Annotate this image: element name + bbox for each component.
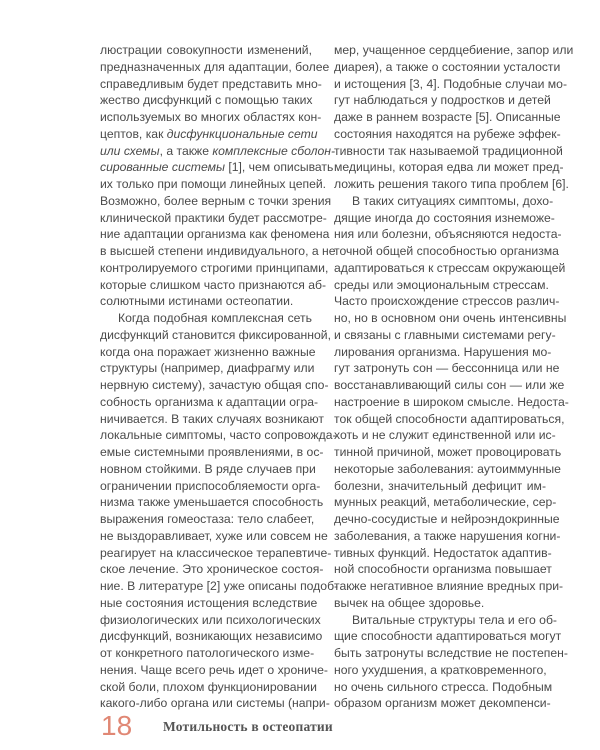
text-segment: также негативное влияние вредных при- [334, 579, 564, 593]
text-line [334, 92, 551, 109]
text-line [100, 76, 322, 93]
text-segment: дящие иногда до состояния изнеможе- [334, 210, 555, 225]
text-line [334, 59, 561, 76]
text-line [100, 494, 324, 511]
text-segment: среды или эмоциональным стрессам. [334, 277, 549, 292]
text-segment: используемых во многих областях кон- [100, 110, 322, 124]
text-line [334, 360, 560, 377]
text-segment: когда она поражает жизненно важные [100, 344, 316, 359]
text-line [100, 293, 312, 310]
text-segment: цептов, как [100, 126, 167, 141]
text-line [100, 561, 324, 578]
text-line [334, 377, 565, 394]
text-line [334, 411, 565, 428]
text-segment: болезни, значительный дефицит им- [334, 478, 546, 493]
text-line [100, 645, 315, 662]
text-line [334, 427, 556, 444]
text-segment: собность организма к адаптации огра- [100, 394, 319, 409]
text-segment: ничивается. В таких случаях возникают [100, 411, 324, 426]
text-line [334, 528, 561, 545]
italic-term: дисфункциональные сети [166, 126, 318, 141]
page-number: 18 [101, 710, 133, 741]
text-line [334, 679, 553, 696]
text-line [100, 59, 330, 76]
text-line [334, 561, 552, 578]
text-segment: контролируемого строгими принципами, [100, 260, 329, 275]
text-segment: выражения гомеостаза: тело слабеет, [100, 512, 315, 526]
text-line [100, 461, 316, 478]
text-segment: но, но в основном они очень интенсивны [334, 311, 567, 325]
text-segment: , а также [159, 143, 213, 158]
text-segment: ния или болезни, объясняются недоста- [334, 227, 562, 242]
text-segment: Витальные структуры тела и его об- [352, 612, 557, 627]
text-segment: тивных функций. Недостаток адаптив- [334, 545, 552, 560]
text-segment: ограничении приспособляемости орга- [100, 478, 321, 493]
text-line [100, 193, 332, 210]
text-line [100, 277, 327, 294]
italic-term: или схемы [100, 143, 160, 158]
text-line [100, 478, 321, 495]
text-line [100, 109, 322, 126]
text-line [100, 210, 327, 227]
text-segment: гут наблюдаться у подростков и детей [334, 93, 551, 108]
text-segment: в высшей степени индивидуального, а не [100, 244, 336, 258]
text-line [334, 243, 559, 260]
text-segment: заболевания, а также нарушения когни- [334, 528, 561, 543]
text-segment: ток общей способности адаптироваться, [334, 411, 565, 426]
text-segment: от конкретного патологического изме- [100, 646, 315, 660]
text-segment: солютными истинами остеопатии. [100, 294, 294, 309]
text-line [334, 545, 552, 562]
text-segment: Возможно, более верным с точки зрения [100, 193, 332, 208]
text-segment: жество дисфункций с помощью таких [100, 93, 313, 108]
text-line [100, 243, 336, 260]
text-line [100, 310, 312, 327]
text-line [334, 293, 560, 310]
text-segment: какого-либо органа или системы (напри- [100, 696, 330, 711]
text-segment: справедливым будет представить мно- [100, 76, 322, 91]
text-line [334, 645, 568, 662]
text-segment: тивности так называемой традиционной [334, 143, 563, 158]
text-line [334, 394, 569, 411]
text-segment: дечно-сосудистые и нейроэндокринные [334, 512, 560, 526]
text-segment: физиологических или психологических [100, 612, 321, 627]
text-line [100, 595, 318, 612]
text-line [334, 628, 562, 645]
text-segment: быть затронуты вследствие не постепен- [334, 646, 568, 660]
text-segment: ного ухудшения, а кратковременного, [334, 662, 547, 677]
text-line [100, 327, 331, 344]
text-line [334, 159, 564, 176]
text-line [334, 226, 562, 243]
text-line [100, 612, 321, 629]
text-line [334, 494, 557, 511]
text-segment: состояния находятся на рубеже эффек- [334, 126, 561, 141]
text-line [334, 511, 560, 528]
text-segment: и истощения [3, 4]. Подобные случаи мо- [334, 76, 568, 91]
text-segment: вычек на общее здоровье. [334, 595, 485, 610]
text-segment: клинической практики будет рассмотре- [100, 210, 327, 225]
text-line [334, 310, 567, 327]
text-segment: которые слишком часто признаются аб- [100, 277, 327, 292]
text-segment: [1], чем описывать [224, 160, 334, 175]
text-segment: даже в раннем возрасте [5]. Описанные [334, 110, 561, 124]
text-line [334, 695, 551, 712]
text-segment: медицины, которая едва ли может пред- [334, 160, 564, 175]
text-line [100, 578, 339, 595]
text-line [334, 612, 557, 629]
text-column-left [100, 42, 339, 712]
text-line [100, 92, 312, 109]
text-line [334, 126, 561, 143]
text-segment: В таких ситуациях симптомы, дохо- [352, 193, 554, 208]
text-segment: ское лечение. Это хроническое состоя- [100, 562, 324, 577]
text-line [100, 679, 317, 696]
text-line [100, 545, 332, 562]
text-segment: нения. Чаще всего речь идет о хрониче- [100, 662, 328, 677]
text-line [334, 260, 566, 277]
text-segment: Часто происхождение стрессов различ- [334, 294, 560, 309]
text-line [100, 344, 316, 361]
text-segment: ложить решения такого типа проблем [6]. [334, 177, 569, 191]
text-segment: точной общей способностью организма [334, 244, 559, 258]
text-line [100, 427, 337, 444]
text-segment: ные состояния истощения вследствие [100, 595, 318, 610]
text-segment: восстанавливающий силы сон — или же [334, 378, 565, 392]
text-segment: локальные симптомы, часто сопровожда- [100, 428, 337, 443]
text-segment: дисфункций становится фиксированной, [100, 327, 331, 342]
text-line [334, 461, 561, 478]
text-segment: структуры (например, диафрагму или [100, 361, 315, 376]
text-segment: реагирует на классическое терапевтиче- [100, 545, 332, 560]
text-segment: их только при помощи линейных цепей. [100, 177, 327, 191]
italic-term: сированные системы [100, 160, 225, 175]
text-segment: настроение в широком смысле. Недоста- [334, 394, 569, 409]
text-segment: образом организм может декомпенси- [334, 696, 551, 711]
text-line [334, 662, 546, 679]
text-line [100, 662, 328, 679]
text-segment: тинной причиной, может провоцировать [334, 445, 562, 459]
text-segment: щие способности адаптироваться могут [334, 629, 562, 644]
text-segment: ние. В литературе [2] уже описаны подоб- [100, 579, 339, 593]
text-segment: некоторые заболевания: аутоиммунные [334, 461, 561, 476]
text-line [100, 260, 329, 277]
text-segment: и связаны с главными системами регу- [334, 327, 556, 342]
text-line [100, 411, 324, 428]
text-segment: нервную систему), зачастую общая спо- [100, 378, 329, 392]
text-line [334, 595, 546, 612]
text-line [334, 109, 561, 126]
text-line [334, 176, 569, 193]
italic-term: комплексные сболон- [212, 143, 336, 158]
text-segment: новном стойкими. В ряде случаев при [100, 461, 316, 476]
text-segment: мунных реакций, метаболические, сер- [334, 495, 557, 510]
text-line [100, 628, 323, 645]
text-line [100, 360, 315, 377]
text-segment: дисфункций, возникающих независимо [100, 629, 323, 644]
text-line [100, 176, 327, 193]
text-segment: ной способности организма повышает [334, 562, 552, 577]
text-line [100, 159, 334, 176]
text-line [100, 444, 324, 461]
text-line [334, 76, 568, 93]
text-line [334, 42, 574, 59]
text-line [334, 344, 552, 361]
running-title: Мотильность в остеопатии [163, 719, 333, 734]
text-segment: гут затронуть сон — бессонница или не [334, 361, 560, 376]
text-line [100, 528, 328, 545]
text-segment: хоть и не служит единственной или ис- [334, 428, 556, 443]
text-line [334, 193, 554, 210]
text-segment: не выздоравливает, хуже или совсем не [100, 528, 328, 543]
text-segment: Когда подобная комплексная сеть [118, 311, 312, 325]
text-line [100, 377, 329, 394]
text-segment: люстрации совокупности изменений, [100, 43, 312, 57]
text-segment: ской боли, плохом функционировании [100, 679, 317, 694]
text-line [334, 578, 564, 595]
text-segment: предназначенных для адаптации, более [100, 59, 330, 74]
text-line [100, 394, 319, 411]
text-line [334, 143, 563, 160]
text-line [334, 210, 555, 227]
text-line [100, 226, 330, 243]
text-segment: ние адаптации организма как феномена [100, 227, 330, 242]
text-segment: диарея), а также о состоянии усталости [334, 59, 561, 74]
text-line [100, 42, 312, 59]
text-segment: мер, учащенное сердцебиение, запор или [334, 43, 574, 57]
text-segment: лирования организма. Нарушения мо- [334, 344, 552, 359]
text-line [100, 511, 315, 528]
text-segment: емые системными проявлениями, в ос- [100, 445, 324, 459]
text-segment: низма также уменьшается способность [100, 495, 324, 510]
text-segment: адаптироваться к стрессам окружающей [334, 260, 566, 275]
text-line [100, 126, 318, 143]
text-line [100, 143, 336, 160]
text-line [334, 327, 556, 344]
text-line [334, 277, 549, 294]
text-column-right [334, 42, 574, 712]
text-line [334, 478, 546, 495]
text-line [334, 444, 562, 461]
text-segment: но очень сильного стресса. Подобным [334, 679, 553, 694]
